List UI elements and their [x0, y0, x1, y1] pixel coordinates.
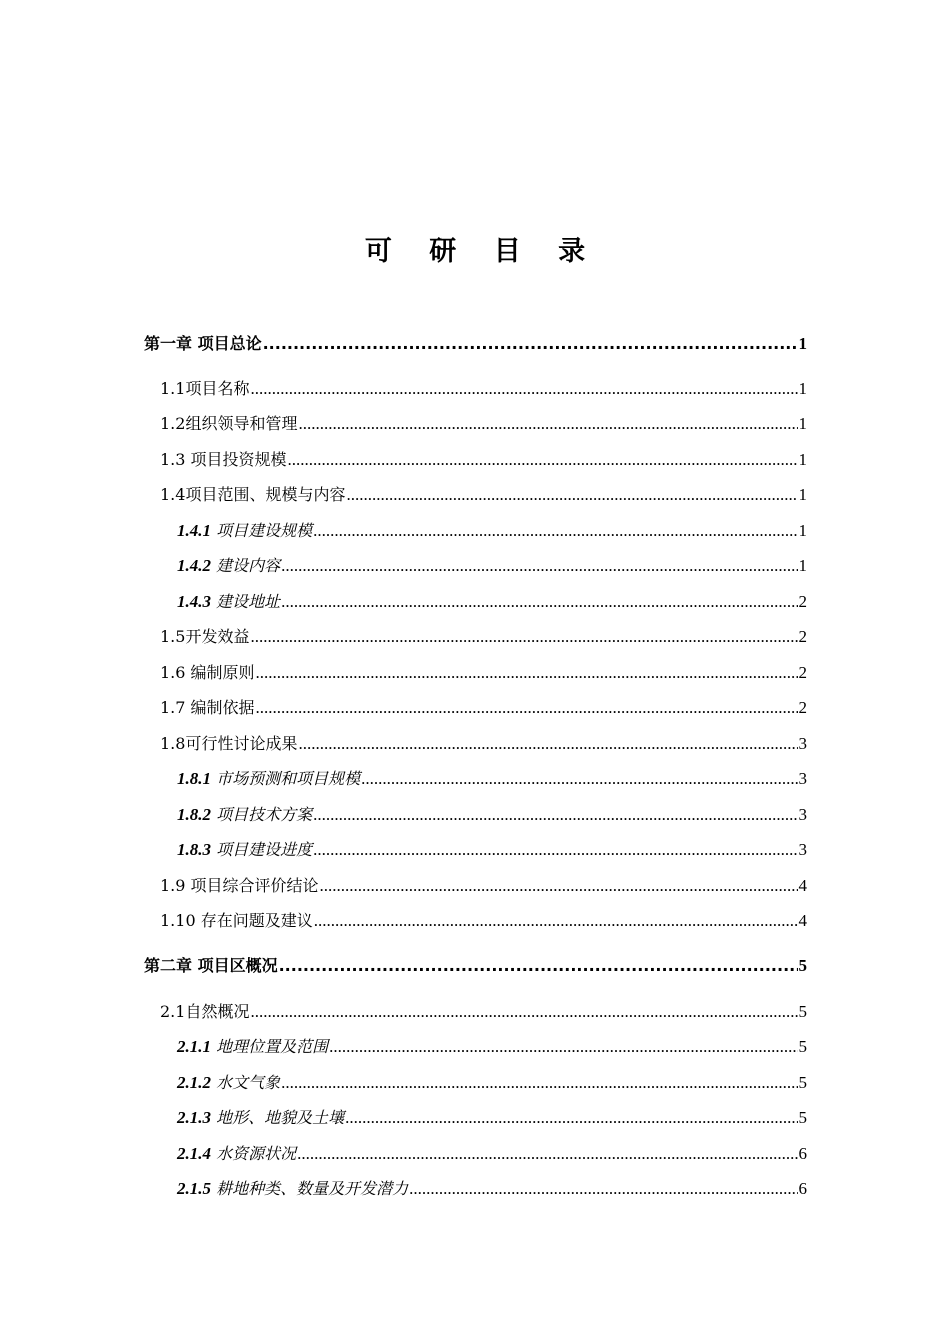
toc-entry-label	[177, 1034, 328, 1060]
toc-entry-text: 建设地址	[211, 592, 281, 611]
toc-subsection-entry[interactable]	[177, 1141, 807, 1167]
toc-subsection-entry[interactable]	[177, 589, 807, 615]
toc-dot-leader	[345, 1105, 797, 1131]
toc-entry-label	[177, 518, 312, 544]
toc-page-number: 1	[798, 414, 807, 433]
toc-page-number: 1	[798, 450, 807, 469]
toc-section-entry[interactable]	[160, 873, 807, 899]
toc-section-entry[interactable]	[160, 624, 807, 650]
toc-entry-number: 2.1.2	[177, 1073, 211, 1092]
toc-page-number: 2	[798, 592, 807, 611]
toc-dot-leader	[409, 1176, 797, 1202]
toc-entry-label	[177, 1070, 280, 1096]
toc-dot-leader	[329, 1034, 797, 1060]
toc-dot-leader	[250, 999, 797, 1025]
toc-page-number: 2	[798, 663, 807, 682]
toc-section-entry[interactable]	[160, 411, 807, 437]
toc-entry-text: 项目建设规模	[211, 521, 313, 540]
toc-page-number: 5	[798, 1073, 807, 1092]
toc-page-number: 1	[798, 485, 807, 504]
toc-page-number: 5	[798, 1108, 807, 1127]
toc-entry-number: 1.4.3	[177, 592, 211, 611]
toc-entry-number: 2.1.1	[177, 1037, 211, 1056]
toc-entry-label: 1.3 项目投资规模	[160, 450, 287, 469]
toc-dot-leader	[298, 731, 797, 757]
toc-dot-leader	[298, 411, 797, 437]
toc-entry-number: 1.8.1	[177, 769, 211, 788]
toc-entry-label: 1.7 编制依据	[160, 698, 255, 717]
toc-page-number: 5	[798, 1037, 807, 1056]
toc-page-number: 5	[798, 956, 807, 975]
toc-section-entry[interactable]	[160, 999, 807, 1025]
toc-dot-leader	[361, 766, 797, 792]
toc-entry-number: 2.1.4	[177, 1144, 211, 1163]
toc-subsection-entry[interactable]	[177, 766, 807, 792]
toc-page-number: 4	[798, 911, 807, 930]
toc-entry-number: 1.8.3	[177, 840, 211, 859]
toc-entry-text: 市场预测和项目规模	[211, 769, 361, 788]
toc-dot-leader	[346, 482, 797, 508]
toc-entry-label	[177, 802, 312, 828]
toc-subsection-entry[interactable]	[177, 553, 807, 579]
toc-dot-leader	[279, 953, 798, 979]
toc-entry-label: 1.5开发效益	[160, 627, 250, 646]
toc-page-number: 1	[798, 521, 807, 540]
toc-section-entry[interactable]	[160, 482, 807, 508]
toc-subsection-entry[interactable]	[177, 837, 807, 863]
toc-dot-leader	[250, 376, 797, 402]
toc-entry-label	[177, 1105, 344, 1131]
toc-entry-number: 1.8.2	[177, 805, 211, 824]
toc-entry-label: 2.1自然概况	[160, 1002, 250, 1021]
toc-dot-leader	[288, 447, 798, 473]
toc-section-entry[interactable]	[160, 376, 807, 402]
toc-dot-leader	[320, 873, 798, 899]
toc-entry-text: 建设内容	[211, 556, 281, 575]
toc-dot-leader	[250, 624, 797, 650]
toc-dot-leader	[256, 695, 798, 721]
toc-page-number: 3	[798, 769, 807, 788]
toc-entry-label	[177, 1141, 296, 1167]
toc-entry-text: 水文气象	[211, 1073, 281, 1092]
toc-dot-leader	[281, 589, 797, 615]
toc-entry-number: 1.4.2	[177, 556, 211, 575]
page-title: 可 研 目 录	[364, 236, 600, 267]
toc-entry-label	[177, 1176, 408, 1202]
toc-entry-label: 1.9 项目综合评价结论	[160, 876, 319, 895]
toc-entry-label: 第二章 项目区概况	[144, 956, 278, 975]
toc-entry-text: 水资源状况	[211, 1144, 297, 1163]
toc-subsection-entry[interactable]	[177, 518, 807, 544]
toc-page-number: 6	[798, 1144, 807, 1163]
toc-entry-number: 2.1.3	[177, 1108, 211, 1127]
toc-section-entry[interactable]	[160, 731, 807, 757]
toc-entry-text: 地理位置及范围	[211, 1037, 329, 1056]
toc-entry-number: 1.4.1	[177, 521, 211, 540]
toc-page-number: 3	[798, 805, 807, 824]
toc-entry-label: 1.2组织领导和管理	[160, 414, 298, 433]
toc-entry-label: 1.1项目名称	[160, 379, 250, 398]
toc-dot-leader	[263, 331, 798, 357]
toc-dot-leader	[256, 660, 798, 686]
toc-entry-label: 1.6 编制原则	[160, 663, 255, 682]
toc-section-entry[interactable]	[160, 660, 807, 686]
toc-entry-label: 1.8可行性讨论成果	[160, 734, 298, 753]
toc-subsection-entry[interactable]	[177, 1176, 807, 1202]
toc-page-number: 1	[798, 379, 807, 398]
toc-page-number: 2	[798, 627, 807, 646]
toc-entry-label: 1.4项目范围、规模与内容	[160, 485, 346, 504]
toc-section-entry[interactable]	[160, 908, 807, 934]
toc-page-number: 4	[798, 876, 807, 895]
toc-entry-label	[177, 553, 280, 579]
toc-page-number: 2	[798, 698, 807, 717]
toc-page-number: 1	[798, 556, 807, 575]
toc-page-number: 3	[798, 734, 807, 753]
toc-page-number: 6	[798, 1179, 807, 1198]
toc-dot-leader	[314, 908, 798, 934]
toc-entry-label: 第一章 项目总论	[144, 334, 262, 353]
toc-entry-label	[177, 837, 312, 863]
toc-subsection-entry[interactable]	[177, 1105, 807, 1131]
toc-entry-label	[177, 766, 360, 792]
toc-dot-leader	[313, 837, 797, 863]
toc-subsection-entry[interactable]	[177, 802, 807, 828]
toc-entry-label: 1.10 存在问题及建议	[160, 911, 313, 930]
toc-dot-leader	[313, 802, 797, 828]
toc-entry-label	[177, 589, 280, 615]
toc-dot-leader	[297, 1141, 797, 1167]
toc-dot-leader	[313, 518, 797, 544]
toc-chapter-entry[interactable]	[144, 331, 807, 357]
toc-dot-leader	[281, 1070, 797, 1096]
toc-section-entry[interactable]	[160, 695, 807, 721]
toc-entry-text: 项目技术方案	[211, 805, 313, 824]
toc-section-entry[interactable]	[160, 447, 807, 473]
toc-entry-number: 2.1.5	[177, 1179, 211, 1198]
toc-page-number: 1	[798, 334, 807, 353]
toc-subsection-entry[interactable]	[177, 1070, 807, 1096]
toc-page-number: 3	[798, 840, 807, 859]
toc-entry-text: 耕地种类、数量及开发潜力	[211, 1179, 409, 1198]
toc-entry-text: 地形、地貌及土壤	[211, 1108, 345, 1127]
toc-entry-text: 项目建设进度	[211, 840, 313, 859]
toc-page-number: 5	[798, 1002, 807, 1021]
toc-subsection-entry[interactable]	[177, 1034, 807, 1060]
toc-chapter-entry[interactable]	[144, 953, 807, 979]
toc-dot-leader	[281, 553, 797, 579]
